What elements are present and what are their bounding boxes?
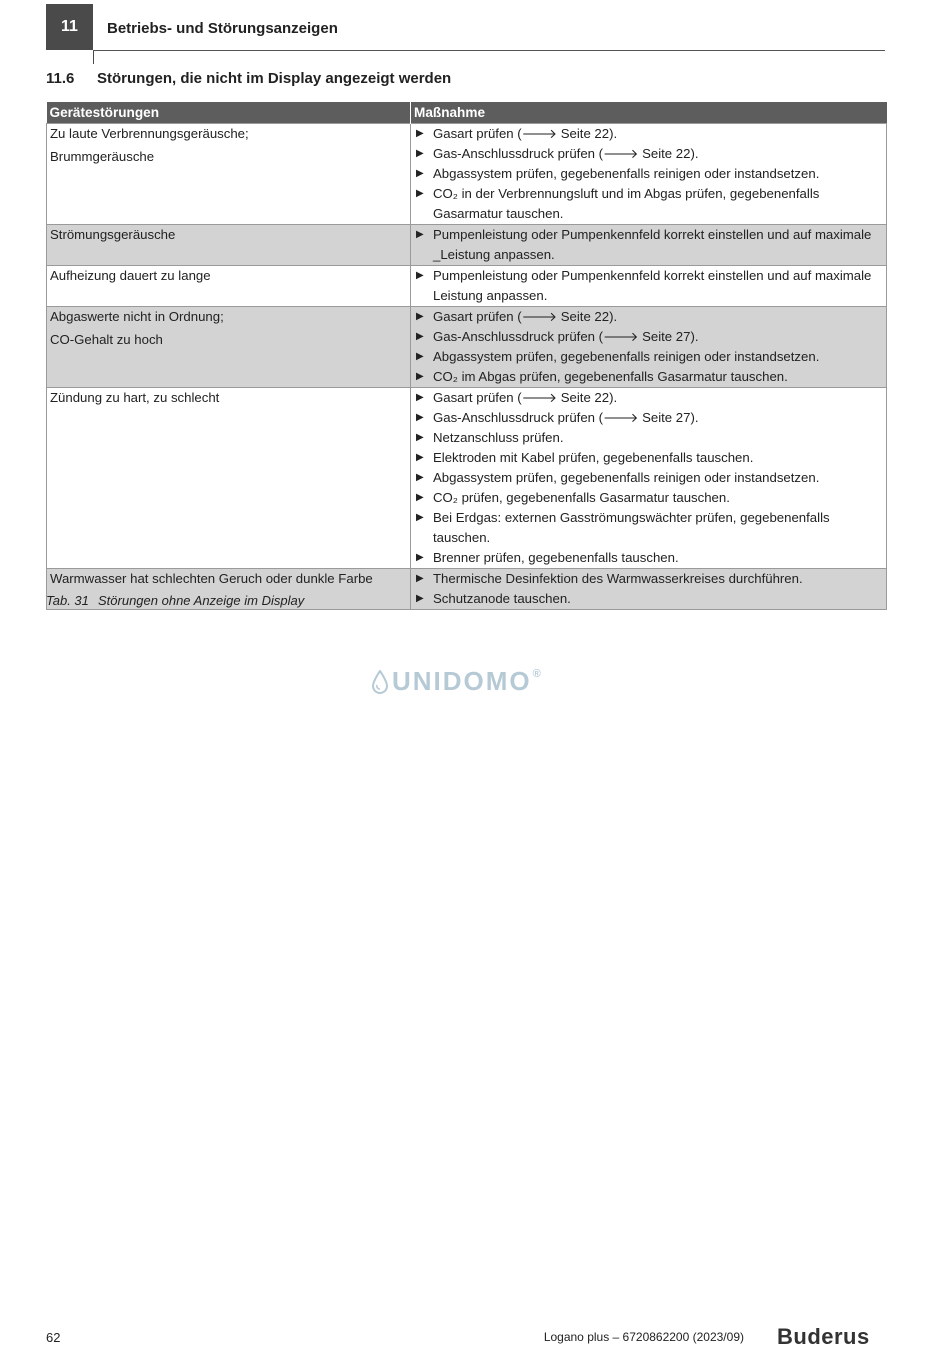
action-text: CO₂ im Abgas prüfen, gegebenenfalls Gasarmatur tauschen. (433, 369, 788, 384)
chapter-divider (93, 50, 94, 64)
table-row (47, 225, 887, 266)
action-item (414, 428, 883, 448)
action-item (414, 508, 883, 548)
bullet-arrow-icon: ▶ (416, 229, 424, 240)
action-text: Elektroden mit Kabel prüfen, gegebenenfalls tauschen. (433, 450, 754, 465)
action-list (414, 266, 883, 306)
action-list (414, 569, 883, 609)
table-row (47, 266, 887, 307)
table-row (47, 388, 887, 569)
table-caption (46, 593, 304, 608)
bullet-arrow-icon: ▶ (416, 168, 424, 179)
action-text: Pumpenleistung oder Pumpenkennfeld korrekt einstellen und auf maximale Leistung anpassen. (433, 268, 872, 303)
action-item (414, 327, 883, 347)
action-list (414, 388, 883, 568)
action-item (414, 388, 883, 408)
fault-text: Zündung zu hart, zu schlecht (50, 390, 220, 405)
bullet-arrow-icon: ▶ (416, 452, 424, 463)
table-row (47, 307, 887, 388)
action-text: Pumpenleistung oder Pumpenkennfeld korrekt einstellen und auf maximale _Leistung anpassen. (433, 227, 872, 262)
fault-cell (47, 266, 411, 307)
document-reference: Logano plus – 6720862200 (2023/09) (543, 1330, 744, 1344)
action-item (414, 225, 883, 265)
section-number: 11.6 (46, 70, 75, 87)
chapter-number: 11 (61, 18, 78, 35)
action-text: Gasart prüfen (🡒 Seite 22). (433, 390, 618, 405)
action-item (414, 408, 883, 428)
action-cell (411, 307, 887, 388)
water-drop-icon (372, 670, 388, 694)
bullet-arrow-icon: ▶ (416, 412, 424, 423)
bullet-arrow-icon: ▶ (416, 432, 424, 443)
action-cell (411, 266, 887, 307)
bullet-arrow-icon: ▶ (416, 311, 424, 322)
chapter-title: Betriebs- und Störungsanzeigen (107, 20, 338, 37)
action-item (414, 367, 883, 387)
action-text: Gas-Anschlussdruck prüfen (🡒 Seite 27). (433, 410, 699, 425)
bullet-arrow-icon: ▶ (416, 392, 424, 403)
action-text: Netzanschluss prüfen. (433, 430, 564, 445)
fault-text: Abgaswerte nicht in Ordnung; (50, 309, 224, 324)
bullet-arrow-icon: ▶ (416, 128, 424, 139)
bullet-arrow-icon: ▶ (416, 351, 424, 362)
fault-cell (47, 307, 411, 388)
fault-table (46, 102, 887, 610)
column-header-actions: Maßnahme (411, 102, 887, 124)
action-text: Schutzanode tauschen. (433, 591, 571, 606)
action-item (414, 548, 883, 568)
fault-text: Warmwasser hat schlechten Geruch oder dunkle Farbe (50, 571, 373, 586)
bullet-arrow-icon: ▶ (416, 593, 424, 604)
action-item (414, 144, 883, 164)
bullet-arrow-icon: ▶ (416, 573, 424, 584)
fault-cell (47, 225, 411, 266)
action-item (414, 164, 883, 184)
action-cell (411, 225, 887, 266)
fault-text: Zu laute Verbrennungsgeräusche; (50, 126, 249, 141)
action-text: Gas-Anschlussdruck prüfen (🡒 Seite 22). (433, 146, 699, 161)
action-text: Thermische Desinfektion des Warmwasserkreises durchführen. (433, 571, 803, 586)
action-text: Bei Erdgas: externen Gasströmungswächter prüfen, gegebenenfalls tauschen. (433, 510, 830, 545)
fault-cell (47, 388, 411, 569)
action-list (414, 225, 883, 265)
action-item (414, 488, 883, 508)
table-header-row (47, 102, 887, 124)
registered-mark: ® (532, 667, 543, 680)
fault-cell (47, 124, 411, 225)
action-text: Gasart prüfen (🡒 Seite 22). (433, 126, 618, 141)
brand-logo: Buderus (777, 1324, 870, 1349)
action-item (414, 589, 883, 609)
action-item (414, 124, 883, 144)
table-row (47, 124, 887, 225)
action-item (414, 266, 883, 306)
action-item (414, 468, 883, 488)
action-item (414, 448, 883, 468)
column-header-faults: Gerätestörungen (47, 102, 411, 124)
page-number: 62 (46, 1330, 61, 1345)
bullet-arrow-icon: ▶ (416, 472, 424, 483)
bullet-arrow-icon: ▶ (416, 148, 424, 159)
action-cell (411, 569, 887, 610)
watermark-text: UNIDOMO (392, 666, 532, 696)
action-text: Abgassystem prüfen, gegebenenfalls reinigen oder instandsetzen. (433, 166, 820, 181)
section-title: Störungen, die nicht im Display angezeigt werden (97, 70, 452, 87)
action-cell (411, 124, 887, 225)
bullet-arrow-icon: ▶ (416, 371, 424, 382)
action-item (414, 307, 883, 327)
action-cell (411, 388, 887, 569)
action-list (414, 307, 883, 387)
bullet-arrow-icon: ▶ (416, 270, 424, 281)
section-heading (46, 70, 451, 87)
fault-text: Aufheizung dauert zu lange (50, 268, 211, 283)
fault-text: Brummgeräusche (50, 149, 155, 164)
watermark-logo (372, 666, 543, 697)
action-item (414, 347, 883, 367)
caption-text: Störungen ohne Anzeige im Display (98, 593, 305, 608)
action-item (414, 569, 883, 589)
bullet-arrow-icon: ▶ (416, 188, 424, 199)
bullet-arrow-icon: ▶ (416, 552, 424, 563)
action-text: CO₂ prüfen, gegebenenfalls Gasarmatur tauschen. (433, 490, 730, 505)
chapter-number-box (46, 4, 93, 50)
bullet-arrow-icon: ▶ (416, 512, 424, 523)
action-text: Gasart prüfen (🡒 Seite 22). (433, 309, 618, 324)
action-item (414, 184, 883, 224)
action-list (414, 124, 883, 224)
fault-text: Strömungsgeräusche (50, 227, 176, 242)
fault-text: CO-Gehalt zu hoch (50, 332, 163, 347)
header-rule (93, 50, 885, 51)
caption-label: Tab. 31 (46, 593, 89, 608)
action-text: Brenner prüfen, gegebenenfalls tauschen. (433, 550, 679, 565)
action-text: Abgassystem prüfen, gegebenenfalls reinigen oder instandsetzen. (433, 349, 820, 364)
bullet-arrow-icon: ▶ (416, 331, 424, 342)
action-text: Abgassystem prüfen, gegebenenfalls reinigen oder instandsetzen. (433, 470, 820, 485)
bullet-arrow-icon: ▶ (416, 492, 424, 503)
action-text: Gas-Anschlussdruck prüfen (🡒 Seite 27). (433, 329, 699, 344)
action-text: CO₂ in der Verbrennungsluft und im Abgas prüfen, gegebenenfalls Gasarmatur tauschen. (433, 186, 820, 221)
